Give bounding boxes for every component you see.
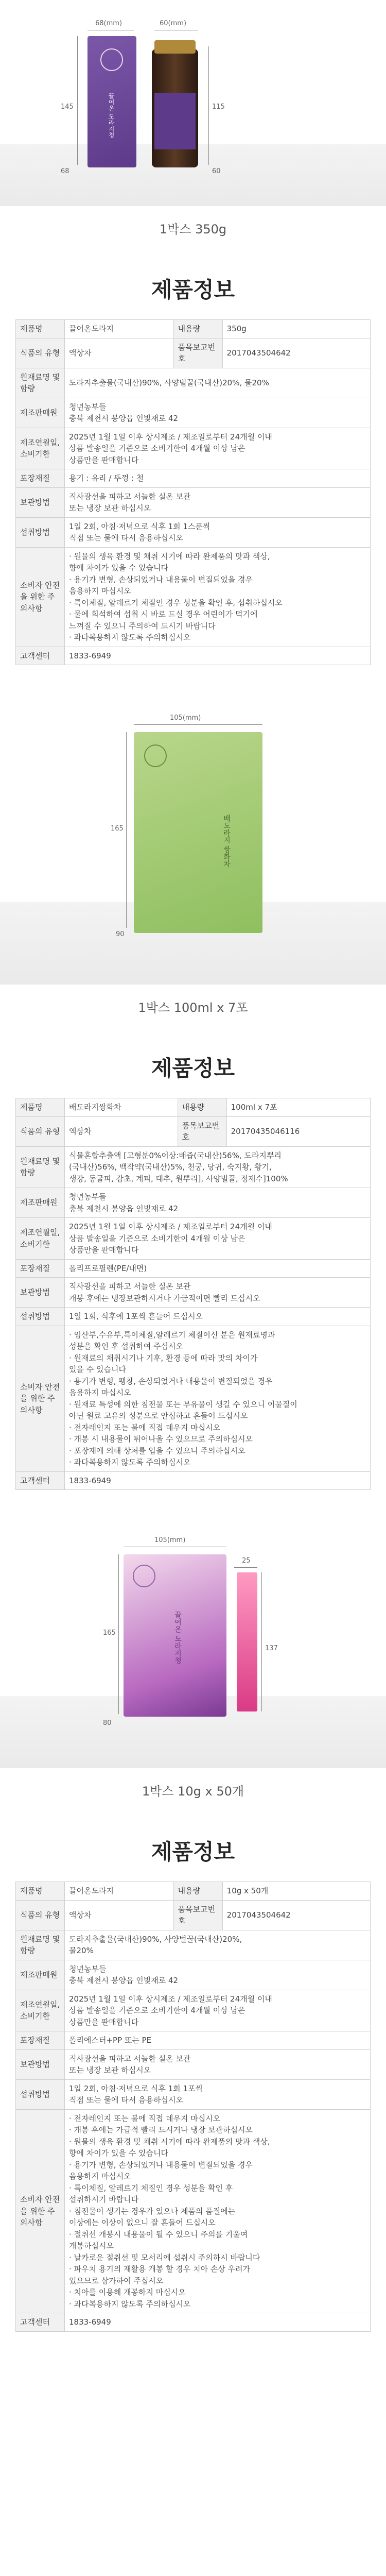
row-value: · 원물의 생육 환경 및 채취 시기에 따라 완제품의 맛과 색상, 향에 차이가 있을 수 있습니다 · 용기가 변형, 손상되었거나 내용물이 변질되었을 경우 음용하지 마십시오 · 특이체질, 알레르기 체질인 경우 성분을 확인 후, 섭취하십시오 · 물에 희석하여 섭취 시 바로 드실 경우 어린이가 먹기에 느껴질 수 있으니 주의하여 드시기 바랍니다 · 과다복용하지 않도록 주의하십시오	[65, 547, 371, 647]
row-header: 제조판매원	[16, 1188, 65, 1218]
row-header: 보관방법	[16, 2049, 65, 2079]
product-stick-pouch	[237, 1572, 257, 1711]
section-title-1: 제품정보	[151, 277, 235, 302]
table-row	[16, 428, 371, 469]
table-row	[16, 1882, 371, 1901]
product-photo-2	[0, 696, 386, 985]
table-row	[16, 547, 371, 647]
row-value: 액상차	[65, 1900, 174, 1930]
row-header: 원재료명 및 함량	[16, 1146, 65, 1188]
row-value: 직사광선을 피하고 서늘한 실온 보관 또는 냉장 보관 하십시오	[65, 487, 371, 517]
row-header: 섭취방법	[16, 517, 65, 547]
row-value: 청년농부들 충북 제천시 봉양읍 인빛재로 42	[65, 1960, 371, 1990]
row-value: 직사광선을 피하고 서늘한 실온 보관 또는 냉장 보관 하십시오	[65, 2049, 371, 2079]
row-value: 폴리프로필렌(PE/내면)	[65, 1259, 371, 1278]
row-header: 포장재질	[16, 2031, 65, 2050]
table-row	[16, 517, 371, 547]
row-header: 섭취방법	[16, 2079, 65, 2109]
row-header: 고객센터	[16, 2313, 65, 2332]
row-header: 제품명	[16, 320, 65, 338]
table-row	[16, 1960, 371, 1990]
row-header: 내용량	[173, 320, 222, 338]
product-box-green: 배도라지 쌍화차	[134, 732, 262, 933]
row-value: 20170435046116	[226, 1116, 370, 1146]
table-row	[16, 2079, 371, 2109]
table-row	[16, 398, 371, 428]
product-section-3	[0, 1521, 386, 2332]
table-row	[16, 2109, 371, 2313]
row-header: 제조연월일, 소비기한	[16, 1218, 65, 1260]
product-section-2	[0, 696, 386, 1490]
dim-height-box: 145	[61, 103, 74, 111]
row-value: 도라지추출물(국내산)90%, 사양벌꿀(국내산)20%, 물20%	[65, 368, 371, 398]
table-row	[16, 1098, 371, 1117]
table-row	[16, 1930, 371, 1960]
row-value: 배도라지쌍화차	[65, 1098, 178, 1117]
table-row	[16, 1471, 371, 1490]
table-row	[16, 368, 371, 398]
row-header: 고객센터	[16, 1471, 65, 1490]
row-value: 1833-6949	[65, 647, 371, 665]
product-caption-3: 1박스 10g x 50개	[0, 1768, 386, 1815]
row-header: 제조판매원	[16, 398, 65, 428]
table-row	[16, 469, 371, 488]
row-value: 2025년 1월 1일 이후 상시제조 / 제조일로부터 24개월 이내 상품 발송일을 기준으로 소비기한이 4개월 이상 남은 상품만을 판매합니다	[65, 1990, 371, 2031]
table-row	[16, 2031, 371, 2050]
row-header: 식품의 유형	[16, 1900, 65, 1930]
row-value: 2017043504642	[222, 338, 370, 368]
row-header: 제조연월일, 소비기한	[16, 428, 65, 469]
row-value: 1833-6949	[65, 2313, 371, 2332]
row-value: 1일 1회, 식후에 1포씩 흔들어 드십시오	[65, 1308, 371, 1326]
row-header: 식품의 유형	[16, 1116, 65, 1146]
row-value: 10g x 50개	[222, 1882, 370, 1901]
row-value: 350g	[222, 320, 370, 338]
row-header: 보관방법	[16, 487, 65, 517]
row-header: 소비자 안전을 위한 주의사항	[16, 547, 65, 647]
table-row	[16, 1259, 371, 1278]
row-header: 제조판매원	[16, 1960, 65, 1990]
dim-height-box: 165	[111, 825, 124, 833]
row-header: 포장재질	[16, 469, 65, 488]
dim-width-box: 68(mm)	[95, 20, 122, 27]
row-header: 제조연월일, 소비기한	[16, 1990, 65, 2031]
row-header: 품목보고번호	[178, 1116, 226, 1146]
row-header: 내용량	[178, 1098, 226, 1117]
row-value: 1833-6949	[65, 1471, 371, 1490]
row-header: 고객센터	[16, 647, 65, 665]
table-row	[16, 487, 371, 517]
row-value: 2025년 1월 1일 이후 상시제조 / 제조일로부터 24개월 이내 상품 발송일을 기준으로 소비기한이 4개월 이상 남은 상품만을 판매합니다	[65, 1218, 371, 1260]
table-row	[16, 1146, 371, 1188]
product-caption-1: 1박스 350g	[0, 206, 386, 252]
product-info-table-1	[15, 319, 371, 665]
row-header: 원재료명 및 함량	[16, 1930, 65, 1960]
row-value: · 전자레인지 또는 불에 직접 데우지 마십시오 · 개봉 후에는 가급적 빨리 드시거나 냉장 보관하십시오 · 원물의 생육 환경 및 채취 시기에 따라 완제품의 맛과 색상, 향에 차이가 있을 수 있습니다 · 용기가 변형, 손상되었거나 내용물이 변질되었을 경우 음용하지 마십시오 · 특이체질, 알레르기 체질인 경우 성분을 확인 후 섭취하시기 바랍니다 · 침전물이 생기는 경우가 있으나 제품의 품질에는 이상에는 이상이 없으니 잘 흔들어 드십시오 · 절취선 개봉시 내용물이 튈 수 있으니 주의를 기울여 개봉하십시오 · 날카로운 절취선 및 모서리에 섭취시 주의하시 바랍니다 · 파우치 용기의 재활용 개봉 할 경우 치아 손상 우려가 있으므로 삼가하여 주십시오 · 치아를 이용해 개봉하지 마십시오 · 과다복용하지 않도록 주의하십시오	[65, 2109, 371, 2313]
row-value: 청년농부들 충북 제천시 봉양읍 인빛재로 42	[65, 398, 371, 428]
table-row	[16, 2313, 371, 2332]
dim-width-box: 105(mm)	[170, 714, 201, 722]
row-value: 폴리에스터+PP 또는 PE	[65, 2031, 371, 2050]
row-header: 원재료명 및 함량	[16, 368, 65, 398]
table-row	[16, 1900, 371, 1930]
row-header: 소비자 안전을 위한 주의사항	[16, 1326, 65, 1471]
row-value: 100ml x 7포	[226, 1098, 370, 1117]
row-header: 식품의 유형	[16, 338, 65, 368]
table-row	[16, 338, 371, 368]
row-header: 포장재질	[16, 1259, 65, 1278]
table-row	[16, 647, 371, 665]
product-box-purple: 끌어온 도라지청	[87, 36, 136, 167]
row-value: 청년농부들 충북 제천시 봉양읍 인빛재로 42	[65, 1188, 371, 1218]
table-row	[16, 1308, 371, 1326]
table-row	[16, 1326, 371, 1471]
dim-depth-jar: 60	[212, 167, 221, 175]
row-value: 2017043504642	[222, 1900, 370, 1930]
product-box-pink: 끌어온 도라지청	[124, 1554, 226, 1717]
row-value: 2025년 1월 1일 이후 상시제조 / 제조일로부터 24개월 이내 상품 발송일을 기준으로 소비기한이 4개월 이상 남은 상품만을 판매합니다	[65, 428, 371, 469]
row-header: 보관방법	[16, 1278, 65, 1308]
section-title-3: 제품정보	[151, 1839, 235, 1865]
product-section-1	[0, 0, 386, 665]
table-row	[16, 2049, 371, 2079]
product-info-table-2	[15, 1098, 371, 1490]
row-value: 끌어온도라지	[65, 1882, 174, 1901]
table-row	[16, 1218, 371, 1260]
dim-width-stick: 25	[242, 1557, 251, 1565]
section-title-2: 제품정보	[151, 1056, 235, 1081]
dim-height-stick: 137	[265, 1645, 278, 1652]
product-caption-2: 1박스 100ml x 7포	[0, 985, 386, 1031]
row-header: 내용량	[173, 1882, 222, 1901]
row-header: 제품명	[16, 1098, 65, 1117]
table-row	[16, 1188, 371, 1218]
row-value: 액상차	[65, 1116, 178, 1146]
dim-width-box: 105(mm)	[154, 1536, 186, 1544]
row-value: 1일 2회, 아침·저녁으로 식후 1회 1포씩 직접 또는 물에 타서 음용하십시오	[65, 2079, 371, 2109]
dim-width-jar: 60(mm)	[160, 20, 187, 27]
row-header: 소비자 안전을 위한 주의사항	[16, 2109, 65, 2313]
row-header: 품목보고번호	[173, 1900, 222, 1930]
product-info-table-3	[15, 1882, 371, 2332]
dim-depth-box: 90	[116, 930, 125, 938]
table-row	[16, 320, 371, 338]
product-photo-1	[0, 0, 386, 206]
row-value: 도라지추출물(국내산)90%, 사양벌꿀(국내산)20%, 물20%	[65, 1930, 371, 1960]
row-header: 제품명	[16, 1882, 65, 1901]
row-value: 용기 : 유리 / 뚜껑 : 철	[65, 469, 371, 488]
row-value: 직사광선을 피하고 서늘한 실온 보관 개봉 후에는 냉장보관하시거나 가급적이면 빨리 드십시오	[65, 1278, 371, 1308]
dim-depth-box: 68	[61, 167, 69, 175]
dim-depth-box: 80	[103, 1719, 112, 1727]
product-photo-3	[0, 1521, 386, 1768]
row-value: 액상차	[65, 338, 174, 368]
row-header: 품목보고번호	[173, 338, 222, 368]
table-row	[16, 1116, 371, 1146]
row-value: · 임산부,수유부,특이체질,알레르기 체질이신 분은 원재료명과 성분을 확인 후 섭취하여 주십시오 · 원재료의 채취시기나 기후, 환경 등에 따라 맛의 차이가 있을 수 있습니다 · 용기가 변형, 팽창, 손상되었거나 내용물이 변질되었을 경우 음용하지 마십시오 · 원재료 특성에 의한 침전물 또는 부유물이 생길 수 있으니 이물질이 아닌 원료 고유의 성분으로 안심하고 흔들어 드십시오 · 전자레인지 또는 불에 직접 데우지 마십시오 · 개봉 시 내용물이 튀어나올 수 있으므로 주의하십시오 · 포장재에 의해 상처를 입을 수 있으니 주의하십시오 · 과다복용하지 않도록 주의하십시오	[65, 1326, 371, 1471]
table-row	[16, 1278, 371, 1308]
row-value: 1일 2회, 아침·저녁으로 식후 1회 1스푼씩 직접 또는 물에 타서 음용하십시오	[65, 517, 371, 547]
row-header: 섭취방법	[16, 1308, 65, 1326]
dim-height-box: 165	[103, 1629, 116, 1637]
dim-height-jar: 115	[212, 103, 225, 111]
row-value: 식물혼합추출액 [고형분0%이상:배즙(국내산)56%, 도라지뿌리 (국내산)56%, 백작약(국내산)5%, 천궁, 당귀, 숙지황, 황기, 생강, 동굴피, 감초, 계피, 대추, 원뿌리], 사양벌꿀, 정제수]100%	[65, 1146, 371, 1188]
table-row	[16, 1990, 371, 2031]
row-value: 끌어온도라지	[65, 320, 174, 338]
